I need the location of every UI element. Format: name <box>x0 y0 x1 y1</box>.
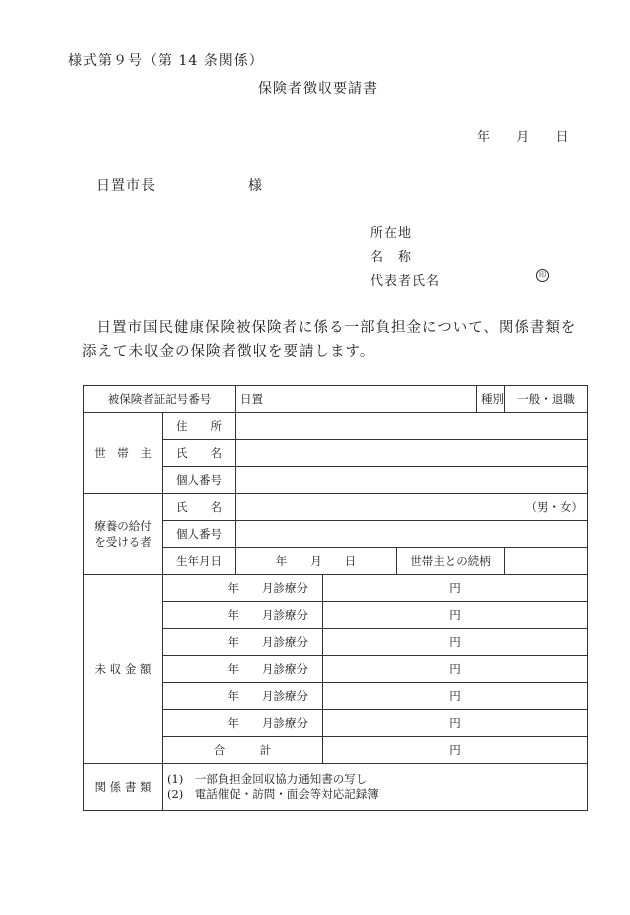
unpaid-amount[interactable]: 円 <box>323 575 588 602</box>
unpaid-amount[interactable]: 円 <box>323 710 588 737</box>
date-day: 日 <box>555 130 569 145</box>
total-amount[interactable]: 円 <box>323 737 588 764</box>
insured-id-label: 被保険者証記号番号 <box>84 386 236 413</box>
body-text: 日置市国民健康保険被保険者に係る一部負担金について、関係書類を添えて未収金の保険者徴収を要請します。 <box>82 320 577 360</box>
insured-id-field[interactable] <box>236 386 477 413</box>
recipient-label-line-2: を受ける者 <box>94 535 152 549</box>
recipient-number-field[interactable] <box>236 521 588 548</box>
unpaid-period[interactable]: 年 月診療分 <box>163 710 323 737</box>
docs-label: 関 係 書 類 <box>84 764 163 811</box>
unpaid-amount[interactable]: 円 <box>323 629 588 656</box>
docs-list <box>163 764 588 811</box>
date-month: 月 <box>516 130 530 145</box>
docs-row <box>84 764 588 811</box>
representative-label: 代表者氏名 <box>370 274 441 289</box>
birthdate-label: 生年月日 <box>163 548 236 575</box>
relationship-label: 世帯主との続柄 <box>397 548 505 575</box>
householder-address-row <box>84 413 588 440</box>
recipient-name-field[interactable] <box>236 494 588 521</box>
recipient-label-line-1: 療養の給付 <box>94 519 152 533</box>
seal-icon: 印 <box>536 269 549 282</box>
addressee-suffix: 様 <box>248 178 262 194</box>
householder-name-field[interactable] <box>236 440 588 467</box>
type-value[interactable]: 一般・退職 <box>505 386 588 413</box>
unpaid-label: 未 収 金 額 <box>84 575 163 764</box>
recipient-label <box>84 494 163 575</box>
householder-label: 世 帯 主 <box>84 413 163 494</box>
unpaid-period[interactable]: 年 月診療分 <box>163 629 323 656</box>
insured-id-row <box>84 386 588 413</box>
birthdate-field[interactable]: 年 月 日 <box>236 548 397 575</box>
relationship-field[interactable] <box>505 548 588 575</box>
total-label: 合 計 <box>163 737 323 764</box>
docs-item: (1) 一部負担金回収協力通知書の写し <box>167 772 368 786</box>
page-title: 保険者徴収要請書 <box>258 81 378 97</box>
date-year: 年 <box>477 130 491 145</box>
recipient-name-label: 氏 名 <box>163 494 236 521</box>
householder-name-label: 氏 名 <box>163 440 236 467</box>
unpaid-amount[interactable]: 円 <box>323 656 588 683</box>
unpaid-period[interactable]: 年 月診療分 <box>163 683 323 710</box>
unpaid-row <box>84 575 588 602</box>
unpaid-amount[interactable]: 円 <box>323 683 588 710</box>
householder-number-label: 個人番号 <box>163 467 236 494</box>
recipient-name-row <box>84 494 588 521</box>
type-label: 種別 <box>477 386 505 413</box>
name-label: 名 称 <box>370 250 413 265</box>
gender-value: （男・女） <box>525 500 583 514</box>
unpaid-period[interactable]: 年 月診療分 <box>163 656 323 683</box>
householder-number-field[interactable] <box>236 467 588 494</box>
date-line <box>477 126 569 145</box>
recipient-number-label: 個人番号 <box>163 521 236 548</box>
form-number: 様式第９号（第 14 条関係） <box>68 53 264 69</box>
docs-item: (2) 電話催促・訪問・面会等対応記録簿 <box>167 787 379 801</box>
insured-id-prefix: 日置 <box>240 392 263 406</box>
location-label: 所在地 <box>370 226 413 241</box>
householder-address-field[interactable] <box>236 413 588 440</box>
address-label: 住 所 <box>163 413 236 440</box>
request-form-table <box>83 385 588 811</box>
unpaid-period[interactable]: 年 月診療分 <box>163 575 323 602</box>
unpaid-period[interactable]: 年 月診療分 <box>163 602 323 629</box>
addressee: 日置市長 <box>96 178 156 194</box>
unpaid-amount[interactable]: 円 <box>323 602 588 629</box>
